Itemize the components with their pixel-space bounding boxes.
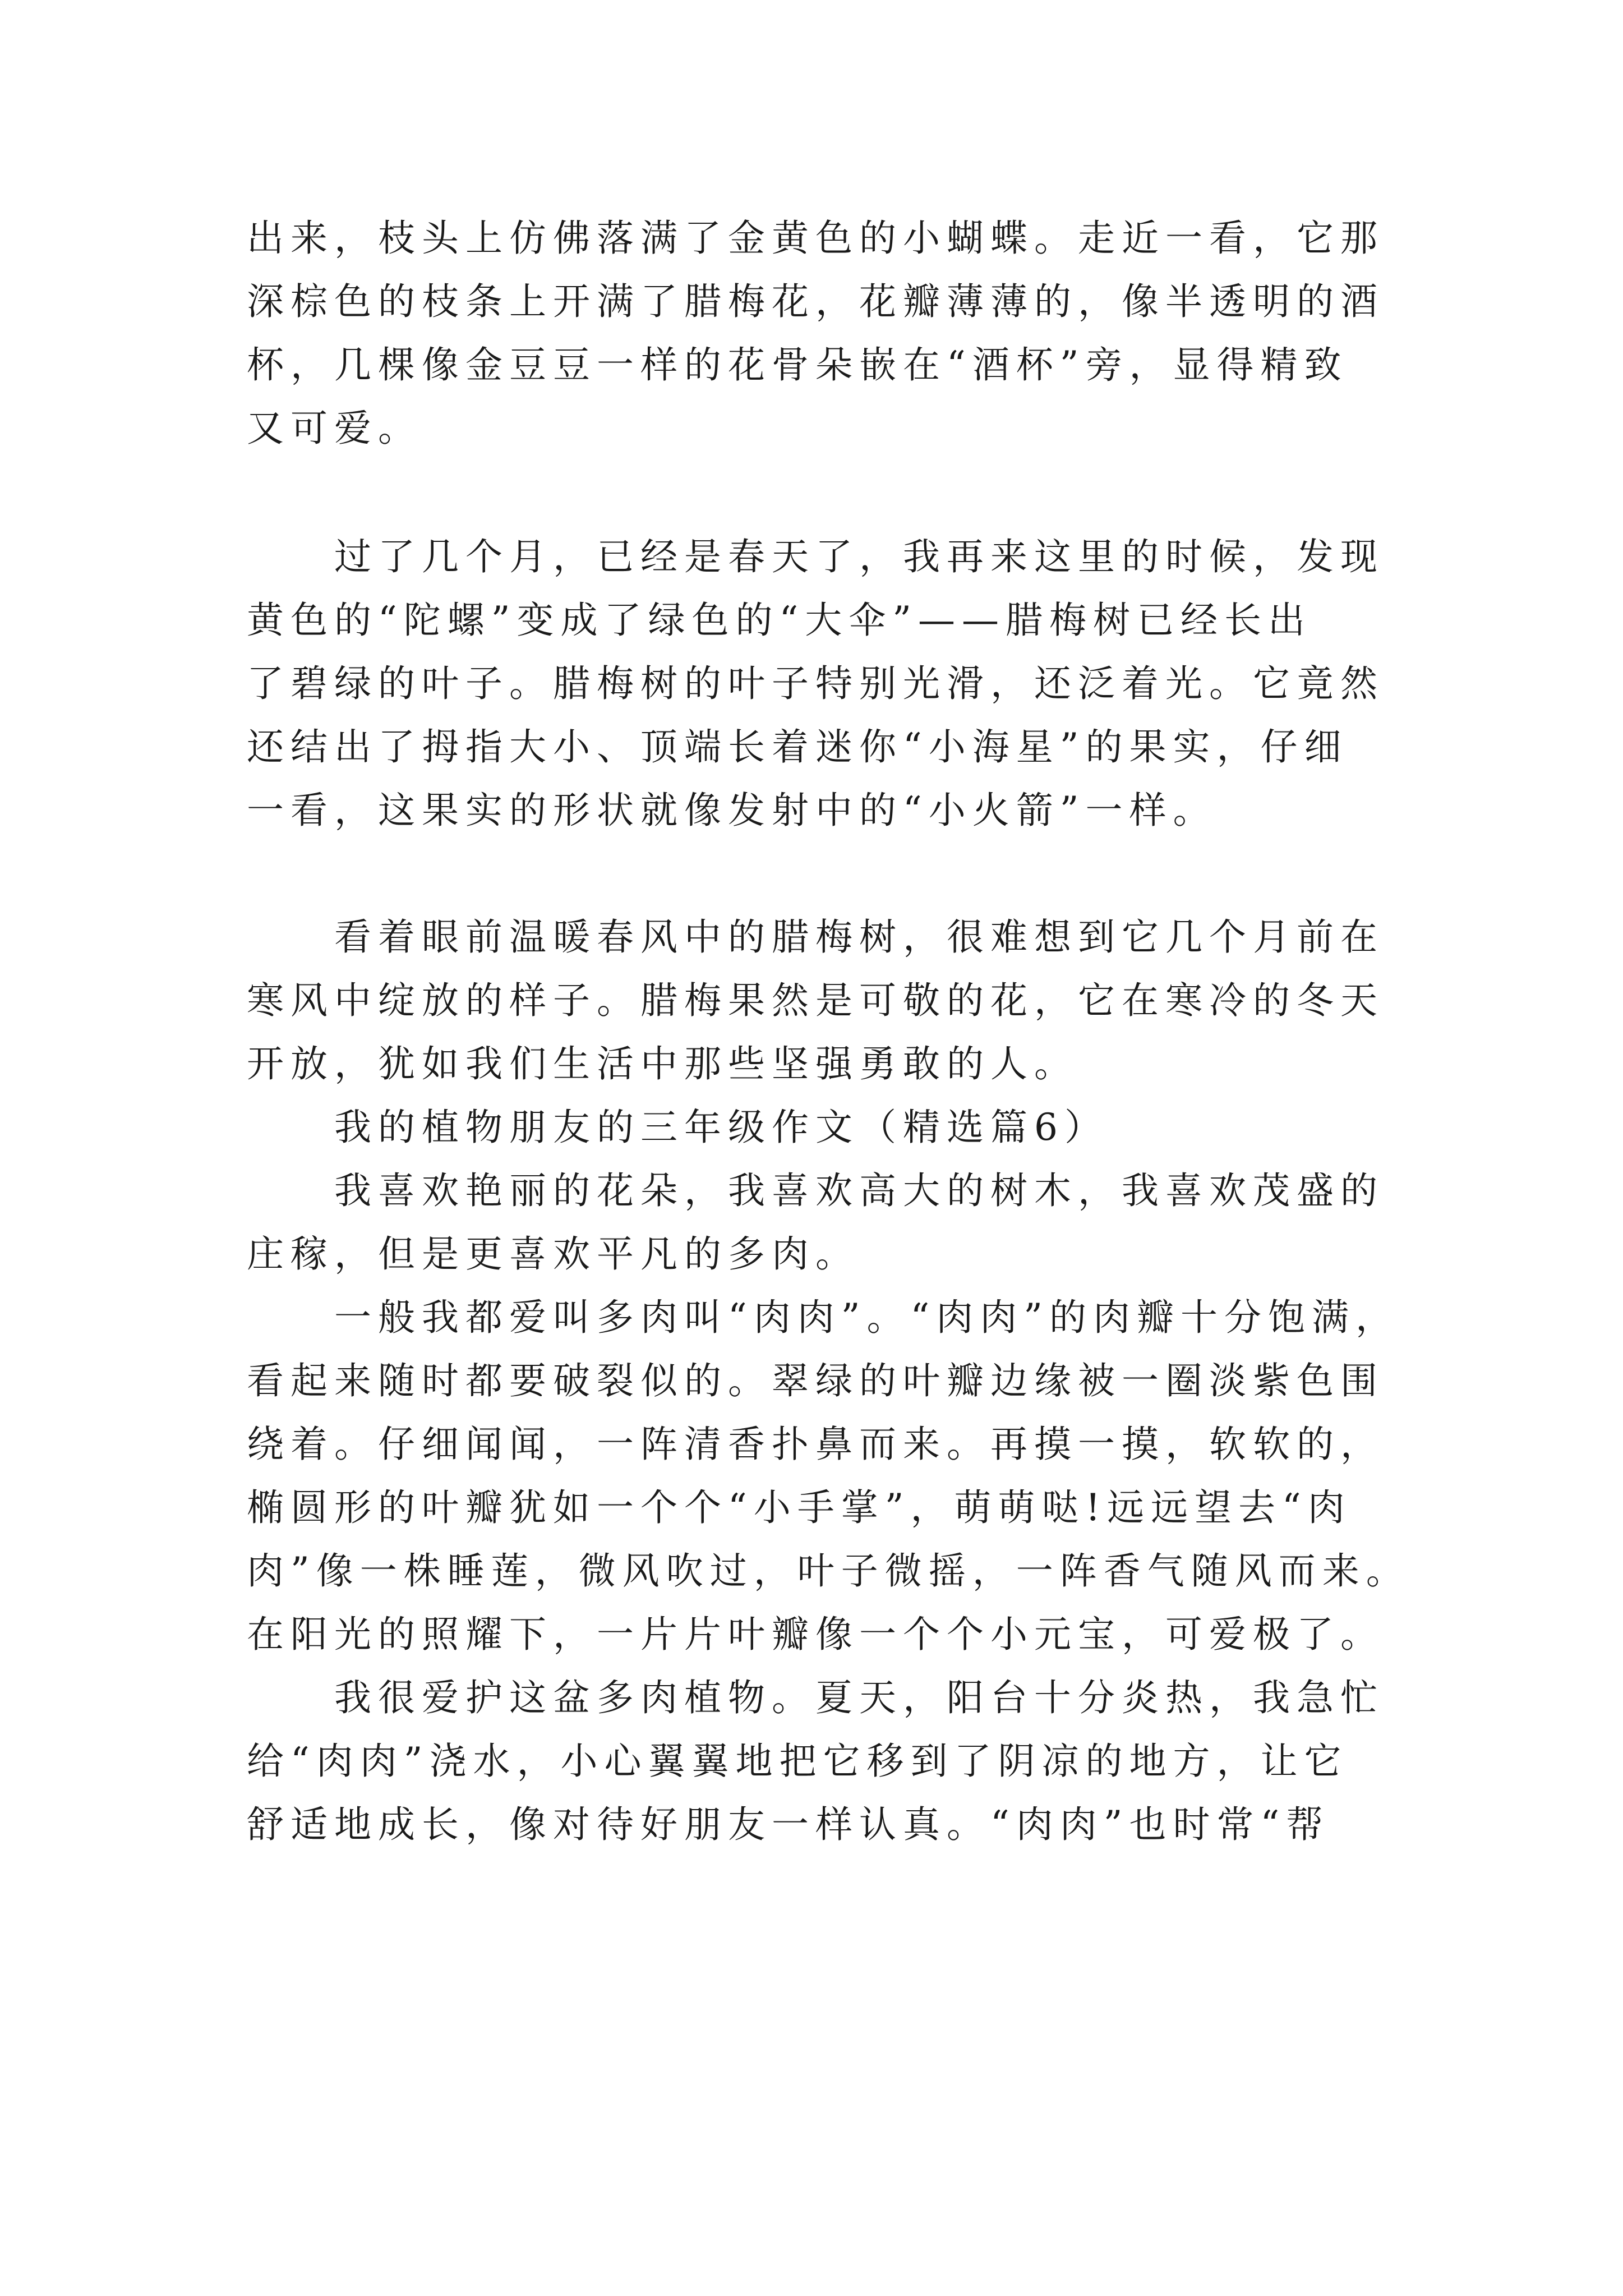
text-line: 肉”像一株睡莲，微风吹过，叶子微摇，一阵香气随风而来。 xyxy=(247,1549,1410,1593)
text-line: 开放，犹如我们生活中那些坚强勇敢的人。 xyxy=(247,1042,1078,1085)
paragraph-first-line: 看着眼前温暖春风中的腊梅树，很难想到它几个月前在 xyxy=(334,915,1384,959)
text-line: 绕着。仔细闻闻，一阵清香扑鼻而来。再摸一摸，软软的， xyxy=(247,1423,1384,1466)
text-line: 椭圆形的叶瓣犹如一个个“小手掌”，萌萌哒!远远望去“肉 xyxy=(247,1486,1352,1529)
text-line: 深棕色的枝条上开满了腊梅花，花瓣薄薄的，像半透明的酒 xyxy=(247,280,1384,323)
text-line: 还结出了拇指大小、顶端长着迷你“小海星”的果实，仔细 xyxy=(247,725,1348,769)
text-line: 了碧绿的叶子。腊梅树的叶子特别光滑，还泛着光。它竟然 xyxy=(247,662,1384,705)
text-line: 在阳光的照耀下，一片片叶瓣像一个个小元宝，可爱极了。 xyxy=(247,1613,1384,1656)
text-line: 庄稼，但是更喜欢平凡的多肉。 xyxy=(247,1232,859,1276)
paragraph-first-line: 我喜欢艳丽的花朵，我喜欢高大的树木，我喜欢茂盛的 xyxy=(334,1169,1384,1212)
text-line: 一看，这果实的形状就像发射中的“小火箭”一样。 xyxy=(247,789,1217,832)
section-heading: 我的植物朋友的三年级作文（精选篇6） xyxy=(334,1106,1108,1149)
text-line: 黄色的“陀螺”变成了绿色的“大伞”——腊梅树已经长出 xyxy=(247,599,1312,642)
paragraph-first-line: 过了几个月，已经是春天了，我再来这里的时候，发现 xyxy=(334,535,1384,578)
text-line: 给“肉肉”浇水，小心翼翼地把它移到了阴凉的地方，让它 xyxy=(247,1740,1348,1783)
text-line: 寒风中绽放的样子。腊梅果然是可敬的花，它在寒冷的冬天 xyxy=(247,979,1384,1022)
text-line: 看起来随时都要破裂似的。翠绿的叶瓣边缘被一圈淡紫色围 xyxy=(247,1359,1384,1402)
text-line: 杯，几棵像金豆豆一样的花骨朵嵌在“酒杯”旁，显得精致 xyxy=(247,343,1348,386)
text-line: 出来，枝头上仿佛落满了金黄色的小蝴蝶。走近一看，它那 xyxy=(247,217,1384,260)
paragraph-first-line: 我很爱护这盆多肉植物。夏天，阳台十分炎热，我急忙 xyxy=(334,1676,1384,1719)
paragraph-first-line: 一般我都爱叫多肉叫“肉肉”。“肉肉”的肉瓣十分饱满， xyxy=(334,1296,1399,1339)
text-line: 舒适地成长，像对待好朋友一样认真。“肉肉”也时常“帮 xyxy=(247,1803,1330,1846)
text-line: 又可爱。 xyxy=(247,407,422,450)
